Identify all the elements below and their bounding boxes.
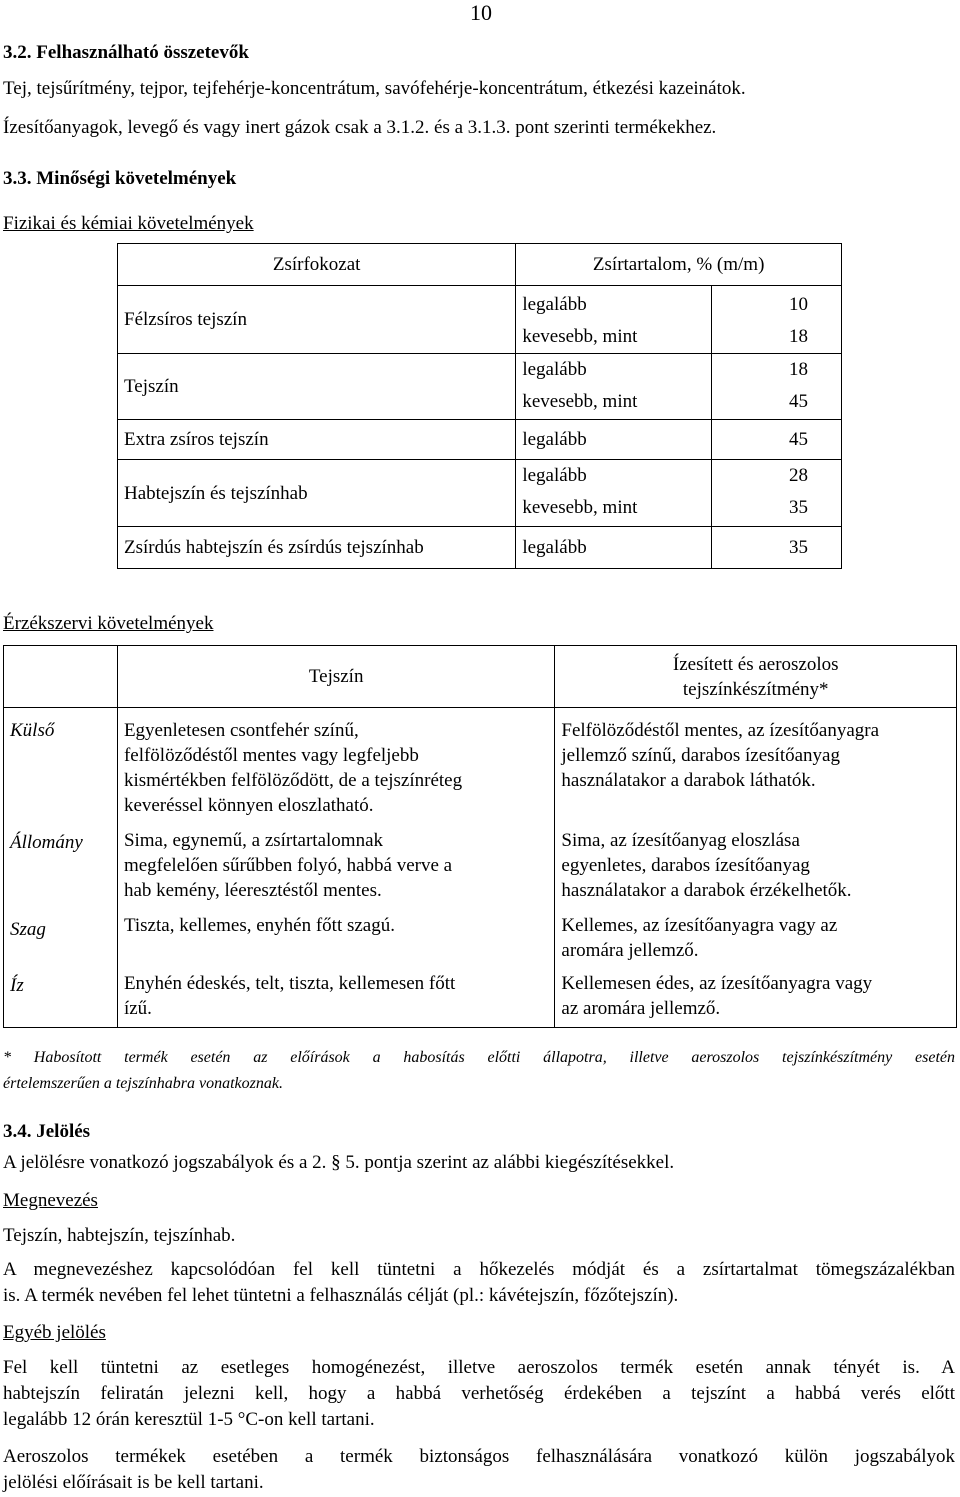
labeling-intro: A jelölésre vonatkozó jogszabályok és a 2. § 5. pontja szerint az alábbi kiegészítésekkel. (3, 1152, 675, 1173)
other-labeling-text: Fel kell tüntetni az esetleges homogénezést, illetve aeroszolos termék esetén annak tényét is. A (3, 1357, 955, 1378)
fat-row-cond: kevesebb, mint (522, 497, 638, 518)
fat-row-cond: legalább (522, 359, 587, 380)
fat-row-name: Habtejszín és tejszínhab (118, 460, 516, 527)
fat-row-name: Félzsíros tejszín (118, 286, 516, 354)
fat-row-name: Extra zsíros tejszín (118, 420, 516, 460)
naming-heading: Megnevezés (3, 1190, 98, 1211)
fat-row-cond: kevesebb, mint (522, 326, 638, 347)
sensory-row-label: Állomány (4, 818, 118, 903)
aerosol-text: Aeroszolos termékek esetében a termék biztonságos felhasználására vonatkozó külön jogszabályok (3, 1446, 955, 1467)
other-labeling-text: habtejszín feliratán jelezni kell, hogy a habbá verhetőség érdekében a tejszínt a habbá verés előtt (3, 1383, 955, 1404)
fat-row-value: 18 (789, 359, 809, 380)
fat-row-cond: legalább (516, 420, 712, 460)
naming-list: Tejszín, habtejszín, tejszínhab. (3, 1225, 236, 1246)
naming-text: A megnevezéshez kapcsolódóan fel kell tüntetni a hőkezelés módját és a zsírtartalmat tömegszázalékban (3, 1259, 955, 1280)
sensory-text: megfelelően sűrűbben folyó, habbá verve a (123, 855, 453, 876)
sensory-text: keveréssel könnyen eloszlatható. (123, 795, 374, 816)
section-3-2-heading: 3.2. Felhasználható összetevők (3, 42, 249, 63)
sensory-text: használatakor a darabok láthatók. (561, 770, 816, 791)
fat-row-value: 45 (789, 391, 809, 412)
fat-table (117, 243, 842, 569)
sensory-text: Kellemesen édes, az ízesítőanyagra vagy (561, 973, 873, 994)
sensory-table (3, 645, 957, 1028)
section-3-2-line2: Ízesítőanyagok, levegő és vagy inert gázok csak a 3.1.2. és a 3.1.3. pont szerinti termékekhez. (3, 117, 717, 138)
aerosol-text: jelölési előírásait is be kell tartani. (3, 1472, 264, 1493)
other-labeling-heading: Egyéb jelölés (3, 1322, 106, 1343)
fat-row-cond: legalább (516, 527, 712, 569)
footnote-line: értelemszerűen a tejszínhabra vonatkoznak. (3, 1075, 283, 1092)
sensory-text: Sima, az ízesítőanyag eloszlása (561, 830, 800, 851)
fat-row-cond: legalább (522, 294, 587, 315)
sensory-heading: Érzékszervi követelmények (3, 613, 214, 634)
fatcontent-col-header: Zsírtartalom, % (m/m) (516, 244, 842, 286)
sensory-text: egyenletes, darabos ízesítőanyag (561, 855, 810, 876)
sensory-text: használatakor a darabok érzékelhetők. (561, 880, 852, 901)
sensory-row-label: Szag (4, 903, 118, 963)
sensory-row-label: Íz (4, 963, 118, 1028)
fat-row-cond: legalább (522, 465, 587, 486)
sensory-col-aero: Ízesített és aeroszolos (672, 653, 839, 675)
sensory-text: az aromára jellemző. (561, 998, 721, 1019)
sensory-text: Egyenletesen csontfehér színű, (123, 720, 359, 741)
fat-row-cond: kevesebb, mint (522, 391, 638, 412)
fat-row-value: 35 (712, 527, 842, 569)
sensory-text: Enyhén édeskés, telt, tiszta, kellemesen főtt (123, 973, 456, 994)
sensory-text: hab kemény, léeresztéstől mentes. (123, 880, 382, 901)
fat-col-header: Zsírfokozat (118, 244, 516, 286)
section-3-3-heading: 3.3. Minőségi követelmények (3, 168, 237, 189)
page-number: 10 (470, 0, 492, 25)
fat-row-value: 45 (712, 420, 842, 460)
sensory-text: Kellemes, az ízesítőanyagra vagy az (561, 915, 838, 936)
sensory-col-tejszin: Tejszín (117, 646, 554, 708)
fat-row-value: 10 (789, 294, 809, 315)
section-3-2-line1: Tej, tejsűrítmény, tejpor, tejfehérje-koncentrátum, savófehérje-koncentrátum, étkezési kazeinátok. (3, 78, 746, 99)
fat-row-value: 35 (789, 497, 809, 518)
sensory-text: jellemző színű, darabos ízesítőanyag (561, 745, 840, 766)
physchem-subheading: Fizikai és kémiai követelmények (3, 213, 254, 234)
other-labeling-text: legalább 12 órán keresztül 1-5 °C-on kell tartani. (3, 1409, 375, 1430)
naming-text: is. A termék nevében fel lehet tüntetni a felhasználás célját (pl.: kávétejszín, főzőtejszín). (3, 1285, 679, 1306)
sensory-text: felfölöződéstől mentes vagy legfeljebb (123, 745, 419, 766)
sensory-text: ízű. (123, 998, 152, 1019)
fat-row-name: Tejszín (118, 354, 516, 420)
sensory-text: aromára jellemző. (561, 940, 699, 961)
sensory-col-aero: tejszínkészítmény* (682, 678, 829, 700)
fat-row-name: Zsírdús habtejszín és zsírdús tejszínhab (118, 527, 516, 569)
sensory-text: kismértékben felfölöződött, de a tejszínréteg (123, 770, 463, 791)
sensory-text: Sima, egynemű, a zsírtartalomnak (123, 830, 383, 851)
fat-row-value: 28 (789, 465, 809, 486)
footnote-line: * Habosított termék esetén az előírások a habosítás előtti állapotra, illetve aeroszolos tejszínkészítmény esetén (3, 1049, 955, 1066)
sensory-text: Felfölöződéstől mentes, az ízesítőanyagra (561, 720, 880, 741)
section-3-4-heading: 3.4. Jelölés (3, 1121, 91, 1142)
sensory-text: Tiszta, kellemes, enyhén főtt szagú. (123, 915, 395, 936)
sensory-row-label: Külső (4, 708, 118, 819)
fat-row-value: 18 (789, 326, 809, 347)
